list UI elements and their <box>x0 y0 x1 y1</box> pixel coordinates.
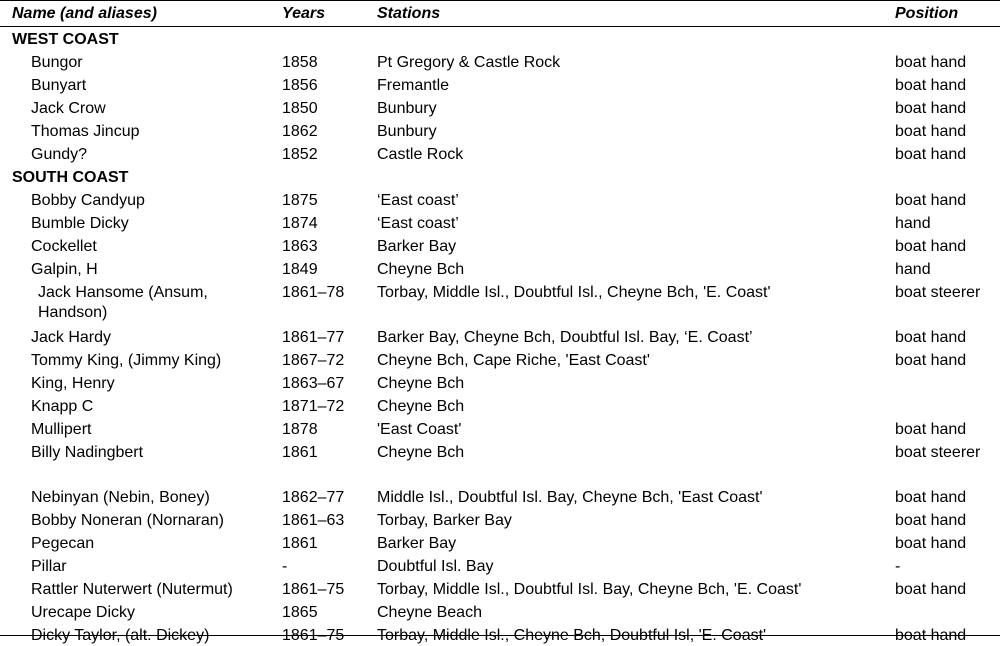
cell-stations: Cheyne Bch <box>377 261 465 278</box>
cell-position: boat hand <box>895 100 967 117</box>
cell-stations: ‘East coast’ <box>377 215 459 232</box>
header-stations: Stations <box>377 5 441 22</box>
cell-name: Nebinyan (Nebin, Boney) <box>31 489 210 506</box>
cell-name: Gundy? <box>31 146 88 163</box>
table-row <box>0 394 1000 417</box>
cell-stations: ‘East coast’ <box>377 192 459 209</box>
cell-name: Pillar <box>31 558 67 575</box>
section-title: WEST COAST <box>12 31 119 48</box>
cell-years: 1861–75 <box>282 581 345 598</box>
cell-name: Knapp C <box>31 398 94 415</box>
cell-name: Thomas Jincup <box>31 123 140 140</box>
cell-name: Dicky Taylor, (alt. Dickey) <box>31 627 210 644</box>
cell-position: boat hand <box>895 192 967 209</box>
table-row <box>0 348 1000 371</box>
cell-position: boat hand <box>895 238 967 255</box>
cell-years: 1852 <box>282 146 318 163</box>
cell-position: boat hand <box>895 146 967 163</box>
cell-years: 1878 <box>282 421 318 438</box>
cell-name: Cockellet <box>31 238 97 255</box>
cell-years: 1874 <box>282 215 318 232</box>
cell-years: 1861–78 <box>282 284 345 301</box>
table-row <box>0 508 1000 531</box>
cell-years: 1865 <box>282 604 318 621</box>
cell-position: boat hand <box>895 489 967 506</box>
cell-years: 1861–77 <box>282 329 345 346</box>
cell-name: Billy Nadingbert <box>31 444 144 461</box>
cell-stations: Cheyne Bch <box>377 375 465 392</box>
table-header-row <box>0 0 1000 27</box>
cell-name: Bunyart <box>31 77 87 94</box>
cell-position: boat hand <box>895 421 967 438</box>
cell-years: 1849 <box>282 261 318 278</box>
table-row <box>0 96 1000 119</box>
table-row <box>0 50 1000 73</box>
cell-stations: Barker Bay, Cheyne Bch, Doubtful Isl. Bay, ‘E. Coast’ <box>377 329 753 346</box>
table-row <box>0 234 1000 257</box>
cell-stations: Cheyne Bch <box>377 398 465 415</box>
cell-name: Urecape Dicky <box>31 604 136 621</box>
table-row <box>0 142 1000 165</box>
cell-years: 1861–63 <box>282 512 345 529</box>
cell-years: 1863 <box>282 238 318 255</box>
table-row <box>0 119 1000 142</box>
table-row <box>0 188 1000 211</box>
cell-stations: Barker Bay <box>377 238 457 255</box>
cell-name: Bumble Dicky <box>31 215 129 232</box>
cell-position: boat hand <box>895 123 967 140</box>
cell-position: boat hand <box>895 77 967 94</box>
table-row <box>0 600 1000 623</box>
cell-name: King, Henry <box>31 375 115 392</box>
cell-name: Jack Hardy <box>31 329 112 346</box>
cell-position: boat hand <box>895 512 967 529</box>
table-row <box>0 417 1000 440</box>
cell-position: boat steerer <box>895 284 981 301</box>
cell-stations: Barker Bay <box>377 535 457 552</box>
table-row <box>0 371 1000 394</box>
cell-years: 1858 <box>282 54 318 71</box>
cell-name: Rattler Nuterwert (Nutermut) <box>31 581 233 598</box>
cell-position: boat hand <box>895 54 967 71</box>
cell-stations: Bunbury <box>377 100 437 117</box>
header-position: Position <box>895 5 959 22</box>
cell-years: 1871–72 <box>282 398 345 415</box>
table-row <box>0 554 1000 577</box>
cell-name: Jack Crow <box>31 100 106 117</box>
cell-stations: Cheyne Beach <box>377 604 482 621</box>
header-name: Name (and aliases) <box>12 5 157 22</box>
cell-stations: Torbay, Barker Bay <box>377 512 512 529</box>
cell-position: boat hand <box>895 581 967 598</box>
cell-stations: 'East Coast' <box>377 421 462 438</box>
cell-position: hand <box>895 215 931 232</box>
cell-name: Tommy King, (Jimmy King) <box>31 352 222 369</box>
table-row <box>0 280 1000 325</box>
table-row <box>0 485 1000 508</box>
table-row <box>0 211 1000 234</box>
cell-name: Jack Hansome (Ansum, Handson) <box>38 284 208 321</box>
cell-name: Bobby Candyup <box>31 192 145 209</box>
cell-stations: Cheyne Bch <box>377 444 465 461</box>
cell-stations: Doubtful Isl. Bay <box>377 558 494 575</box>
cell-stations: Pt Gregory & Castle Rock <box>377 54 561 71</box>
cell-stations: Torbay, Middle Isl., Cheyne Bch, Doubtful Isl, 'E. Coast' <box>377 627 767 644</box>
table-row <box>0 73 1000 96</box>
cell-name: Bungor <box>31 54 83 71</box>
cell-position: - <box>895 558 901 575</box>
table-row <box>0 577 1000 600</box>
cell-years: 1861–75 <box>282 627 345 644</box>
cell-years: 1850 <box>282 100 318 117</box>
cell-position: hand <box>895 261 931 278</box>
cell-name: Bobby Noneran (Nornaran) <box>31 512 224 529</box>
section-row-west-coast <box>0 27 1000 50</box>
cell-name: Pegecan <box>31 535 95 552</box>
cell-position: boat steerer <box>895 444 981 461</box>
cell-position: boat hand <box>895 329 967 346</box>
cell-position: boat hand <box>895 535 967 552</box>
cell-name: Mullipert <box>31 421 92 438</box>
cell-name: Galpin, H <box>31 261 98 278</box>
cell-years: - <box>282 558 288 575</box>
table-row <box>0 325 1000 348</box>
table-row <box>0 440 1000 485</box>
cell-years: 1862–77 <box>282 489 345 506</box>
cell-stations: Bunbury <box>377 123 437 140</box>
table-row <box>0 531 1000 554</box>
cell-stations: Fremantle <box>377 77 450 94</box>
cell-years: 1863–67 <box>282 375 345 392</box>
cell-years: 1862 <box>282 123 318 140</box>
cell-stations: Castle Rock <box>377 146 464 163</box>
cell-position: boat hand <box>895 627 967 644</box>
table-bottom-rule <box>0 635 1000 636</box>
cell-stations: Torbay, Middle Isl., Doubtful Isl. Bay, Cheyne Bch, 'E. Coast' <box>377 581 802 598</box>
table-row <box>0 257 1000 280</box>
section-row-south-coast <box>0 165 1000 188</box>
cell-stations: Cheyne Bch, Cape Riche, 'East Coast' <box>377 352 650 369</box>
cell-position: boat hand <box>895 352 967 369</box>
cell-years: 1867–72 <box>282 352 345 369</box>
section-title: SOUTH COAST <box>12 169 129 186</box>
cell-stations: Middle Isl., Doubtful Isl. Bay, Cheyne Bch, 'East Coast' <box>377 489 763 506</box>
cell-years: 1875 <box>282 192 318 209</box>
cell-years: 1856 <box>282 77 318 94</box>
header-years: Years <box>282 5 325 22</box>
cell-stations: Torbay, Middle Isl., Doubtful Isl., Cheyne Bch, 'E. Coast' <box>377 284 771 301</box>
cell-years: 1861 <box>282 444 318 461</box>
cell-years: 1861 <box>282 535 318 552</box>
